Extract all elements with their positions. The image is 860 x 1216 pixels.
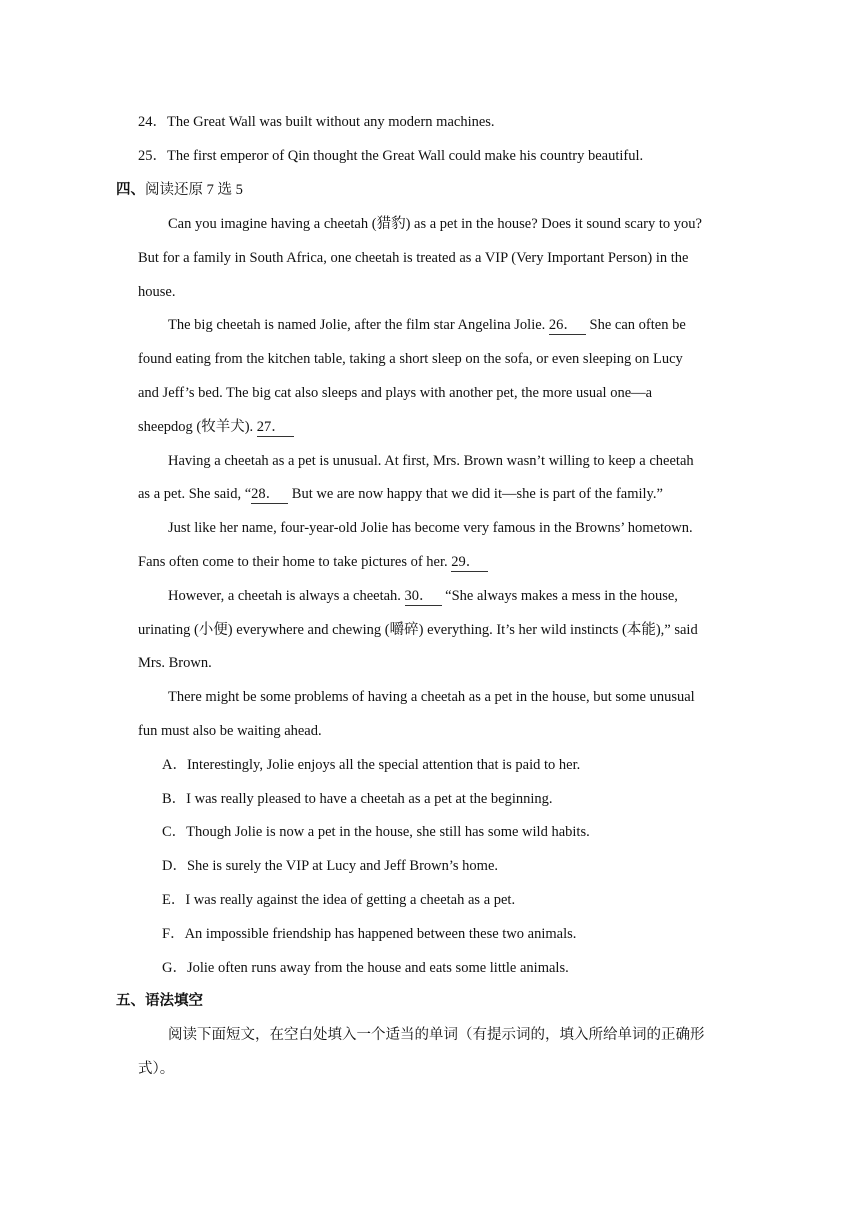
question-24: 24．The Great Wall was built without any modern machines. <box>138 114 495 130</box>
section-5-instruction-line1: 阅读下面短文，在空白处填入一个适当的单词（有提示词的，填入所给单词的正确形 <box>168 1027 705 1043</box>
passage-p2-line3: and Jeff’s bed. The big cat also sleeps and plays with another pet, the more usual one—a <box>138 385 653 401</box>
option-a: A．Interestingly, Jolie enjoys all the special attention that is paid to her. <box>162 757 581 773</box>
option-f: F．An impossible friendship has happened between these two animals. <box>162 926 577 942</box>
passage-p4-line2 <box>138 552 738 572</box>
passage-p5-line2: urinating (小便) everywhere and chewing (嚼碎) everything. It’s her wild instincts (本能),” said <box>138 622 698 638</box>
blank-28: 28． <box>251 486 288 504</box>
passage-p1-line2: But for a family in South Africa, one cheetah is treated as a VIP (Very Important Person) in the <box>138 250 689 266</box>
option-c: C．Though Jolie is now a pet in the house, she still has some wild habits. <box>162 824 590 840</box>
option-g: G．Jolie often runs away from the house and eats some little animals. <box>162 960 569 976</box>
passage-p4-line1: Just like her name, four-year-old Jolie has become very famous in the Browns’ hometown. <box>168 520 693 536</box>
section-4-title: 阅读还原 7 选 5 <box>145 182 243 198</box>
option-b: B．I was really pleased to have a cheetah as a pet at the beginning. <box>162 791 553 807</box>
section-5-instruction-line2: 式）。 <box>138 1061 175 1077</box>
passage-text: as a pet. She said, “ <box>138 486 252 502</box>
passage-p2-line1 <box>168 315 768 335</box>
blank-29: 29． <box>451 554 488 572</box>
passage-text: sheepdog (牧羊犬). <box>138 419 257 435</box>
passage-p5-line1 <box>168 586 768 606</box>
passage-text: She can often be <box>585 317 686 333</box>
option-e: E．I was really against the idea of getting a cheetah as a pet. <box>162 892 516 908</box>
passage-p6-line2: fun must also be waiting ahead. <box>138 723 322 739</box>
passage-p1-line3: house. <box>138 284 176 300</box>
passage-p1-line1: Can you imagine having a cheetah (猎豹) as a pet in the house? Does it sound scary to you? <box>168 216 702 232</box>
passage-p5-line3: Mrs. Brown. <box>138 655 212 671</box>
section-4-number: 四、 <box>116 182 145 198</box>
passage-text: Fans often come to their home to take pictures of her. <box>138 554 452 570</box>
passage-text: However, a cheetah is always a cheetah. <box>168 588 405 604</box>
passage-text: The big cheetah is named Jolie, after the film star Angelina Jolie. <box>168 317 549 333</box>
option-d: D．She is surely the VIP at Lucy and Jeff Brown’s home. <box>162 858 499 874</box>
blank-30: 30． <box>405 588 442 606</box>
blank-27: 27． <box>257 419 294 437</box>
section-5-heading: 五、语法填空 <box>116 993 203 1009</box>
blank-26: 26． <box>549 317 586 335</box>
passage-p6-line1: There might be some problems of having a cheetah as a pet in the house, but some unusual <box>168 689 695 705</box>
passage-text: But we are now happy that we did it—she is part of the family.” <box>288 486 663 502</box>
passage-p2-line4 <box>138 417 738 437</box>
passage-p3-line2 <box>138 484 738 504</box>
passage-text: “She always makes a mess in the house, <box>441 588 678 604</box>
question-25: 25．The first emperor of Qin thought the Great Wall could make his country beautiful. <box>138 148 644 164</box>
passage-p2-line2: found eating from the kitchen table, taking a short sleep on the sofa, or even sleeping on Lucy <box>138 351 683 367</box>
section-4-heading <box>116 180 243 200</box>
passage-p3-line1: Having a cheetah as a pet is unusual. At first, Mrs. Brown wasn’t willing to keep a cheetah <box>168 453 694 469</box>
